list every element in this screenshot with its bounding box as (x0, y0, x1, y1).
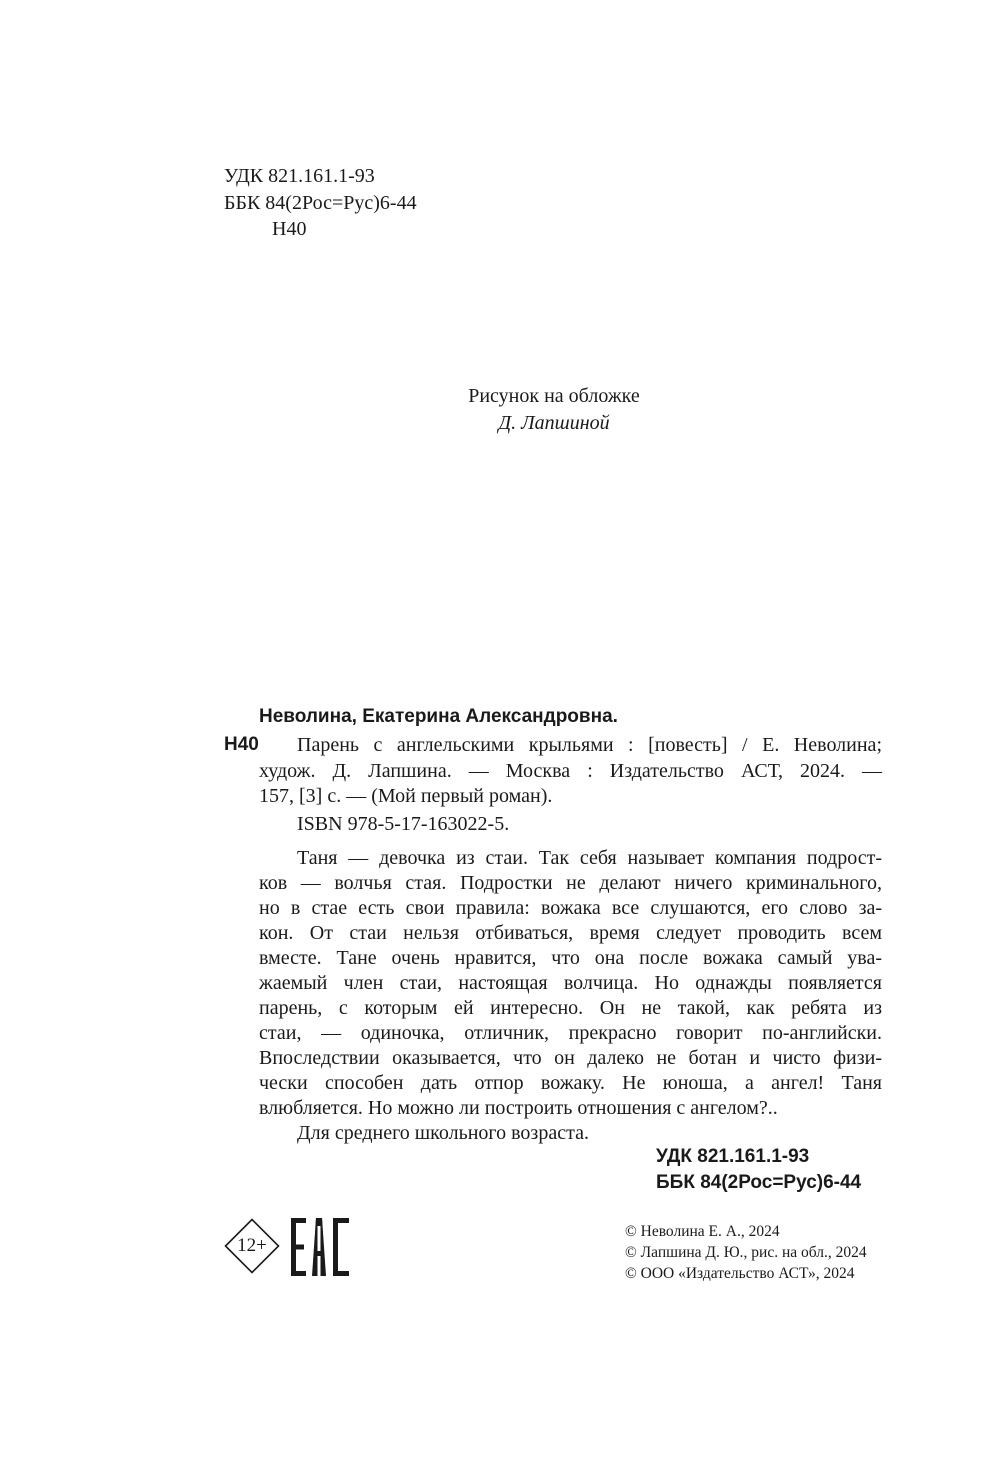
age-rating-badge (224, 1218, 280, 1274)
annotation-line: стаи, — одиночка, отличник, прекрасно говорит по-английски. (259, 1022, 882, 1044)
age-rating-label: 12+ (237, 1235, 267, 1256)
annotation-line: вместе. Тане очень нравится, что она после вожака самый ува- (259, 947, 882, 969)
bib-bbk-code: ББК 84(2Рос=Рус)6-44 (656, 1172, 862, 1193)
bbk-code: ББК 84(2Рос=Рус)6-44 (224, 192, 417, 214)
cover-credit-label: Рисунок на обложке (468, 385, 640, 407)
annotation-line: влюбляется. Но можно ли построить отношения с ангелом?.. (259, 1097, 778, 1119)
isbn: ISBN 978-5-17-163022-5. (297, 813, 510, 835)
copyright-line: © Лапшина Д. Ю., рис. на обл., 2024 (625, 1244, 867, 1261)
cover-credit-artist: Д. Лапшиной (498, 412, 610, 434)
bib-line-2: худож. Д. Лапшина. — Москва : Издательство АСТ, 2024. — (259, 760, 882, 782)
bib-author-mark: Н40 (224, 734, 259, 755)
eac-mark-icon (291, 1218, 349, 1276)
annotation-line: Впоследствии оказывается, что он далеко не ботан и чисто физи- (259, 1047, 882, 1069)
annotation-line: Таня — девочка из стаи. Так себя называет компания подрост- (297, 847, 882, 869)
annotation-line: но в стае есть свои правила: вожака все слушаются, его слово за- (259, 897, 882, 919)
copyright-line: © ООО «Издательство АСТ», 2024 (625, 1265, 855, 1282)
annotation-line: чески способен дать отпор вожаку. Не юноша, а ангел! Таня (259, 1072, 882, 1094)
annotation-line: кон. От стаи нельзя отбиваться, время следует проводить всем (259, 922, 882, 944)
bib-line-3: 157, [3] с. — (Мой первый роман). (259, 785, 553, 807)
annotation-line: ков — волчья стая. Подростки не делают ничего криминального, (259, 872, 882, 894)
bib-author: Неволина, Екатерина Александровна. (259, 706, 618, 727)
annotation-line: жаемый член стаи, настоящая волчица. Но однажды появляется (259, 972, 882, 994)
bib-line-1: Парень с англельскими крыльями : [повесть] / Е. Неволина; (297, 734, 882, 756)
copyright-line: © Неволина Е. А., 2024 (625, 1223, 780, 1240)
annotation-line: парень, с которым ей интересно. Он не такой, как ребята из (259, 997, 882, 1019)
bib-udk-code: УДК 821.161.1-93 (656, 1146, 810, 1167)
udk-code: УДК 821.161.1-93 (224, 165, 375, 187)
audience: Для среднего школьного возраста. (297, 1122, 589, 1144)
author-mark: Н40 (272, 218, 307, 240)
